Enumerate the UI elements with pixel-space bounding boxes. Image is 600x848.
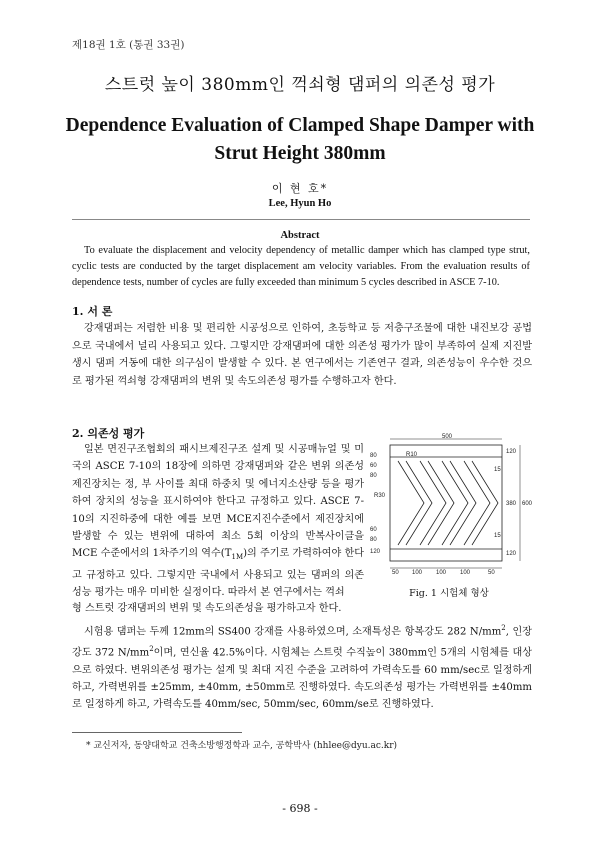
dim-left-5: 80 xyxy=(370,537,377,543)
section-2-heading: 2. 의존성 평가 xyxy=(72,427,145,440)
dim-bottom-2: 100 xyxy=(412,570,423,576)
para2-sup-2: 2 xyxy=(149,644,154,653)
dim-15-top: 15 xyxy=(494,467,501,473)
para2-text-c: 이며, 연신율 42.5%이다. 시험체는 스트럿 수직높이 380mm인 5개의 시험체를 대상으로 하였다. 변위의존성 평가는 설계 및 최대 지진 수준을 고려하여 가력속도를 60 mm/sec로 일정하게 하고, 가력변위를 ±25mm, ±40mm, ±50mm로 진행하였다. 속도의존성 평가는 가력변위를 ±40mm로 일정하게 하고, 가력속도를 40mm/sec, 50mm/sec, 60mm/se로 진행하였다. xyxy=(72,647,533,711)
page-number: - 698 - xyxy=(282,802,318,815)
dim-bottom-4: 100 xyxy=(460,570,471,576)
volume-header: 제18권 1호 (통권 33권) xyxy=(72,39,185,51)
section-1-text: 강재댐퍼는 저렴한 비용 및 편리한 시공성으로 인하여, 초등학교 등 저층구조물에 대한 내진보강 공법으로 국내에서 널리 사용되고 있다. 그렇지만 강재댐퍼에 대한 의존성 평가가 많이 부족하여 실제 지진발생시 댐퍼 거동에 대한 의구심이 발생할 수 있다. 본 연구에서는 기존연구 결과, 의존성능이 우수한 것으로 평가된 꺽쇠형 강재댐퍼의 변위 및 속도의존성 평가를 수행하고자 한다. xyxy=(72,323,532,387)
specimen-drawing xyxy=(368,434,533,576)
dim-left-1: 80 xyxy=(370,453,377,459)
para1-text-cont: )의 주기로 가력하여야 한다고 규정하고 있다. 그렇지만 국내에서 사용되고 있는 댐퍼의 의존성능 평가는 매우 미비한 실정이다. 따라서 본 연구에서는 꺽쇠 xyxy=(72,548,364,599)
dim-strut-height: 380 xyxy=(506,501,517,507)
dim-height: 600 xyxy=(522,501,533,507)
para2-text-b: , 인장강도 372 N/mm xyxy=(72,626,533,659)
para2-text-a: 시험용 댐퍼는 두께 12mm의 SS400 강재를 사용하였으며, 소재특성은 항복강도 282 N/mm xyxy=(84,626,502,638)
author-english: Lee, Hyun Ho xyxy=(268,198,332,209)
dim-bottom-3: 100 xyxy=(436,570,447,576)
dim-bottom-5: 50 xyxy=(488,570,495,576)
strut-1 xyxy=(398,461,424,545)
footnote-divider xyxy=(72,732,242,733)
para1-subscript: 1M xyxy=(231,553,244,562)
abstract-text: To evaluate the displacement and velocity dependency of metallic damper which has clamped type strut, cyclic tests are conducted by the target displacement am velocity variables. From the evaluation results of dependence tests, number of cycles are fully exceeded than minimum 5 cycles described in ASCE 7-10. xyxy=(72,245,530,288)
dim-left-3: 80 xyxy=(370,473,377,479)
title-korean: 스트럿 높이 380mm인 꺽쇠형 댐퍼의 의존성 평가 xyxy=(104,75,496,95)
section-2-paragraph-1 xyxy=(72,441,364,602)
footnote: * 교신저자, 동양대학교 건축소방행정학과 교수, 공학박사 (hhlee@dyu.ac.kr) xyxy=(86,741,398,751)
abstract-heading: Abstract xyxy=(280,230,320,241)
para1-text: 일본 면진구조협회의 패시브제진구조 설계 및 시공매뉴얼 및 미국의 ASCE 7-10의 18장에 의하면 강재댐퍼와 같은 변위 의존성 제진장치는 정, 부 사이를 최대 하중치 및 에너지소산량 등을 평가하여 장치의 성능을 표시하여야 한다고 규정하고 있다. ASCE 7-10의 지진하중에 대한 예를 보면 MCE지진수준에서 제진장치에 발생할 수 있는 변위에 대하여 최소 5회 이상의 반복사이클을 MCE 수준에서의 1차주기의 역수(T xyxy=(72,444,364,560)
dim-left-6: 120 xyxy=(370,549,381,555)
dim-side-bottom: 120 xyxy=(506,551,517,557)
author-korean: 이 현 호* xyxy=(271,182,329,195)
section-2-paragraph-1-end: 형 스트럿 강재댐퍼의 변위 및 속도의존성을 평가하고자 한다. xyxy=(72,603,342,614)
dim-bottom-1: 50 xyxy=(392,570,399,576)
para2-sup-1: 2 xyxy=(501,624,506,632)
title-english: Dependence Evaluation of Clamped Shape Damper with Strut Height 380mm xyxy=(65,115,535,164)
section-2-paragraph-2 xyxy=(72,620,532,714)
dim-side-top: 120 xyxy=(506,449,517,455)
dim-left-4: 60 xyxy=(370,527,377,533)
dim-top-width: 500 xyxy=(442,434,453,440)
top-divider xyxy=(72,219,530,220)
dim-15-bottom: 15 xyxy=(494,533,501,539)
dim-left-2: 60 xyxy=(370,463,377,469)
section-1-heading: 1. 서 론 xyxy=(72,305,113,318)
figure-caption: Fig. 1 시험체 형상 xyxy=(409,588,489,599)
dim-radius-left: R30 xyxy=(374,493,386,499)
dim-radius-top: R10 xyxy=(406,452,418,458)
